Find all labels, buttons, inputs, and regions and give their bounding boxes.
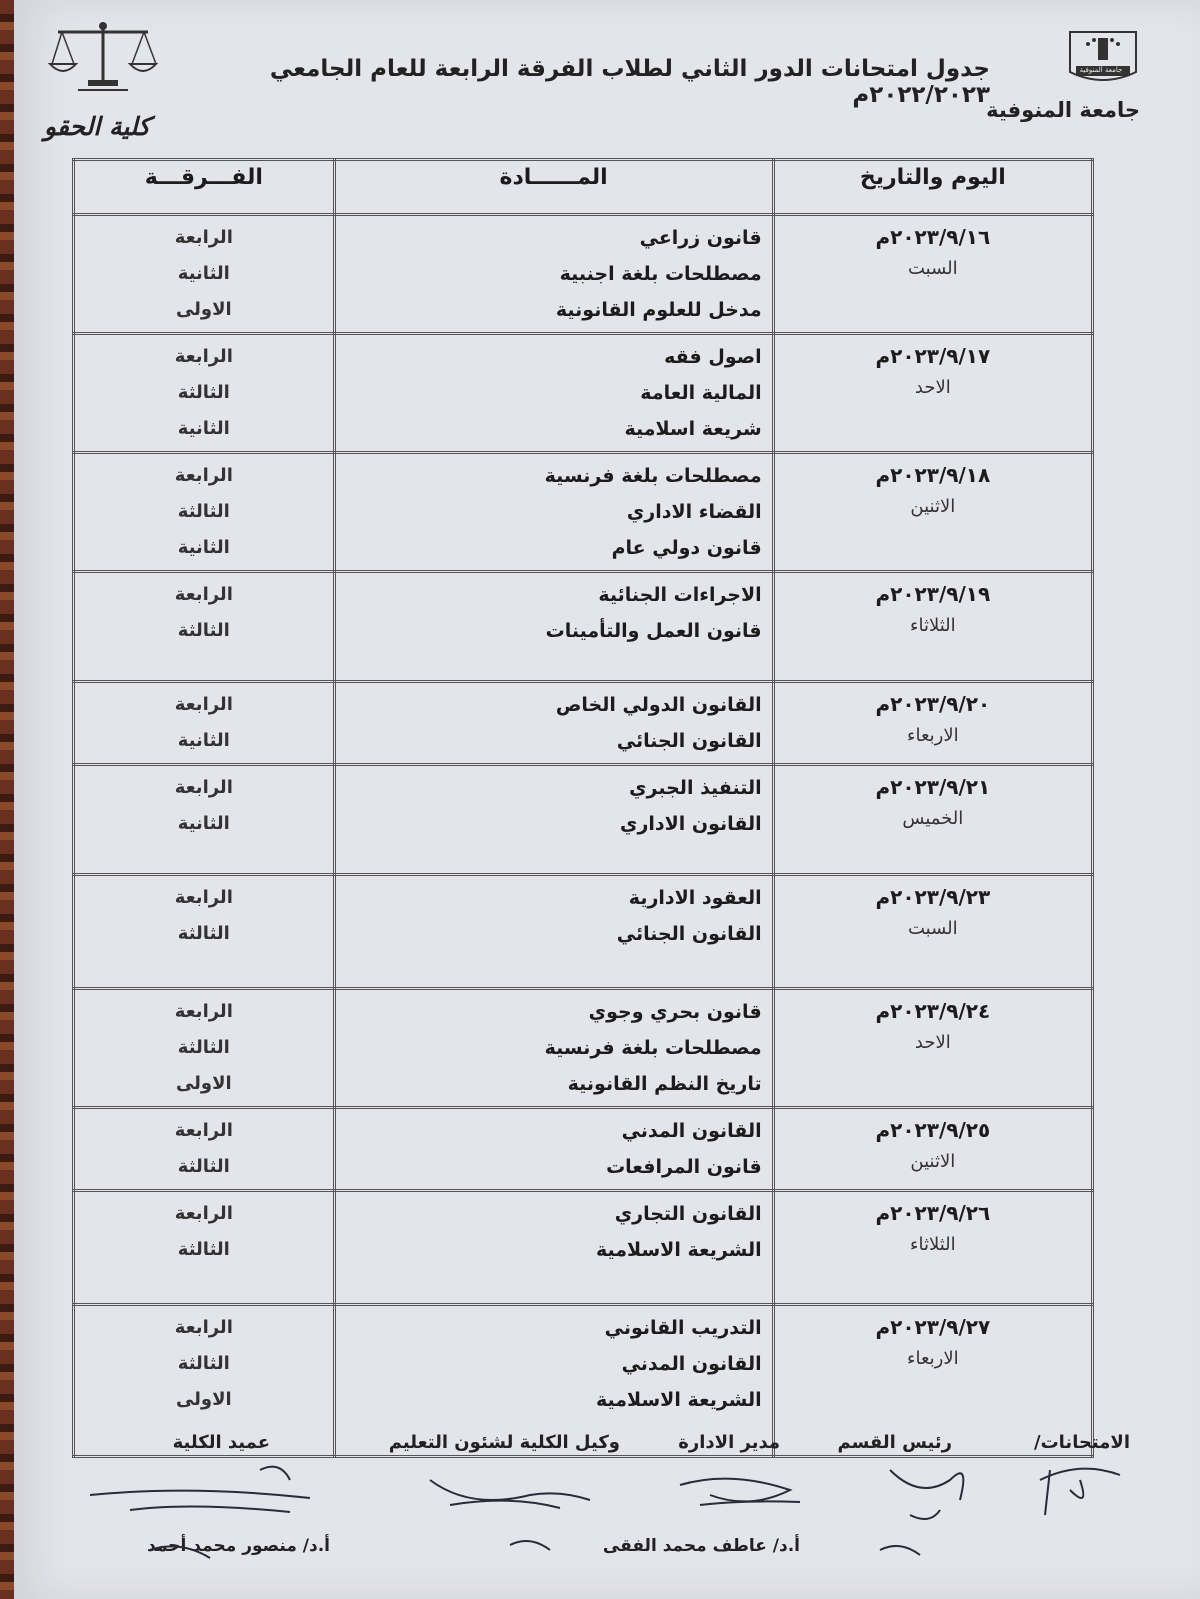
subject-name: شريعة اسلامية [624, 418, 762, 440]
exam-date: ٢٠٢٣/٩/١٩م [875, 582, 991, 606]
exam-date: ٢٠٢٣/٩/١٨م [875, 463, 991, 487]
grades-cell [74, 765, 335, 875]
grade-level: الرابعة [174, 1001, 233, 1022]
subject-name: المالية العامة [640, 382, 762, 404]
grade-level: الثانية [177, 537, 230, 558]
grades-cell [74, 682, 335, 765]
exam-date: ٢٠٢٣/٩/٢١م [875, 775, 991, 799]
subject-name: تاريخ النظم القانونية [567, 1073, 762, 1095]
grade-level: الرابعة [174, 346, 233, 367]
exam-date-cell [773, 215, 1092, 334]
exam-date-cell [773, 1108, 1092, 1191]
exam-day: الثلاثاء [910, 1234, 956, 1255]
subject-name: مصطلحات بلغة اجنبية [559, 263, 762, 285]
grade-level: الرابعة [174, 1120, 233, 1141]
subject-name: مصطلحات بلغة فرنسية [544, 465, 762, 487]
exam-day: الاثنين [910, 1151, 956, 1172]
vice-dean-name: أ.د/ عاطف محمد الفقى [602, 1536, 800, 1556]
grade-level: الثانية [177, 263, 230, 284]
table-row [74, 215, 1093, 334]
subject-name: القضاء الاداري [626, 501, 762, 523]
subject-name: الاجراءات الجنائية [598, 584, 762, 606]
admin-manager-signature-label: مدير الادارة [678, 1432, 780, 1453]
seal-caption: جامعة المنوفية [1079, 66, 1123, 74]
subject-name: القانون الاداري [620, 813, 762, 835]
exam-date-cell [773, 1191, 1092, 1305]
subjects-cell [334, 453, 773, 572]
exam-day: الاربعاء [907, 1348, 959, 1369]
grade-level: الثالثة [177, 923, 230, 944]
grade-level: الاولى [175, 299, 232, 320]
header-date: اليوم والتاريخ [773, 160, 1092, 215]
header-subject: المــــــادة [334, 160, 773, 215]
subject-name: القانون المدني [621, 1353, 762, 1375]
exam-date: ٢٠٢٣/٩/١٧م [875, 344, 991, 368]
university-name: جامعة المنوفية [986, 98, 1140, 122]
grade-level: الرابعة [174, 1317, 233, 1338]
exam-schedule-table [72, 158, 1094, 1458]
exam-day: السبت [907, 258, 958, 279]
subject-name: مصطلحات بلغة فرنسية [544, 1037, 762, 1059]
faculty-name: كلية الحقو [44, 112, 151, 141]
subject-name: القانون الجنائي [616, 730, 762, 752]
exam-date-cell [773, 334, 1092, 453]
table-row [74, 1191, 1093, 1305]
grades-cell [74, 1108, 335, 1191]
grade-level: الرابعة [174, 227, 233, 248]
dept-head-signature-label: رئيس القسم [837, 1432, 952, 1453]
grade-level: الثالثة [177, 1037, 230, 1058]
subjects-cell [334, 989, 773, 1108]
table-row [74, 334, 1093, 453]
grades-cell [74, 453, 335, 572]
subjects-cell [334, 1108, 773, 1191]
subject-name: قانون زراعي [639, 227, 762, 249]
grades-cell [74, 334, 335, 453]
subjects-cell [334, 572, 773, 682]
grade-level: الاولى [175, 1389, 232, 1410]
subject-name: التنفيذ الجبري [629, 777, 762, 799]
exam-date: ٢٠٢٣/٩/٢٥م [875, 1118, 991, 1142]
exam-day: الثلاثاء [910, 615, 956, 636]
subject-name: القانون المدني [621, 1120, 762, 1142]
exam-date-cell [773, 875, 1092, 989]
exam-day: الاحد [914, 1032, 951, 1053]
table-row [74, 1108, 1093, 1191]
subjects-cell [334, 1191, 773, 1305]
subject-name: القانون الجنائي [616, 923, 762, 945]
subject-name: الشريعة الاسلامية [596, 1389, 762, 1411]
subjects-cell [334, 875, 773, 989]
subject-name: العقود الادارية [628, 887, 762, 909]
exam-date-cell [773, 765, 1092, 875]
exam-day: الخميس [902, 808, 964, 829]
grade-level: الثالثة [177, 620, 230, 641]
subject-name: قانون العمل والتأمينات [545, 620, 762, 642]
table-row [74, 682, 1093, 765]
subject-name: القانون الدولي الخاص [555, 694, 762, 716]
exam-date-cell [773, 682, 1092, 765]
exam-date-cell [773, 989, 1092, 1108]
subject-name: قانون المرافعات [606, 1156, 762, 1178]
grade-level: الرابعة [174, 777, 233, 798]
table-header-row [74, 160, 1093, 215]
table-row [74, 875, 1093, 989]
exams-signature-label: الامتحانات/ [1034, 1432, 1130, 1453]
vice-dean-signature-label: وكيل الكلية لشئون التعليم [388, 1432, 620, 1453]
grades-cell [74, 215, 335, 334]
grade-level: الثانية [177, 418, 230, 439]
dean-name: أ.د/ منصور محمد أحمد [147, 1536, 330, 1556]
table-row [74, 765, 1093, 875]
subject-name: قانون بحري وجوي [588, 1001, 762, 1023]
exam-date: ٢٠٢٣/٩/٢٠م [875, 692, 991, 716]
exam-date: ٢٠٢٣/٩/٢٣م [875, 885, 991, 909]
subjects-cell [334, 765, 773, 875]
university-seal-logo [1064, 22, 1142, 88]
grade-level: الرابعة [174, 887, 233, 908]
subject-name: مدخل للعلوم القانونية [555, 299, 762, 321]
subject-name: القانون التجاري [614, 1203, 762, 1225]
grade-level: الرابعة [174, 465, 233, 486]
exam-date: ٢٠٢٣/٩/٢٤م [875, 999, 991, 1023]
exam-day: الاثنين [910, 496, 956, 517]
subject-name: اصول فقه [664, 346, 762, 368]
table-row [74, 572, 1093, 682]
page-title: جدول امتحانات الدور الثاني لطلاب الفرقة الرابعة للعام الجامعي ٢٠٢٢/٢٠٢٣م [269, 56, 990, 108]
exam-day: السبت [907, 918, 958, 939]
grades-cell [74, 875, 335, 989]
table-row [74, 453, 1093, 572]
grades-cell [74, 572, 335, 682]
grade-level: الثالثة [177, 382, 230, 403]
grade-level: الاولى [175, 1073, 232, 1094]
exam-day: الاحد [914, 377, 951, 398]
subjects-cell [334, 334, 773, 453]
header-grade: الفـــرقـــة [74, 160, 335, 215]
grade-level: الرابعة [174, 584, 233, 605]
exam-date-cell [773, 572, 1092, 682]
exam-date-cell [773, 453, 1092, 572]
grade-level: الثالثة [177, 1156, 230, 1177]
dean-signature-label: عميد الكلية [172, 1432, 270, 1453]
grade-level: الثالثة [177, 1239, 230, 1260]
exam-date: ٢٠٢٣/٩/٢٦م [875, 1201, 991, 1225]
exam-date: ٢٠٢٣/٩/٢٧م [875, 1315, 991, 1339]
grade-level: الثانية [177, 730, 230, 751]
exam-day: الاربعاء [907, 725, 959, 746]
grade-level: الثانية [177, 813, 230, 834]
grades-cell [74, 1191, 335, 1305]
grade-level: الرابعة [174, 694, 233, 715]
grade-level: الثالثة [177, 1353, 230, 1374]
subjects-cell [334, 682, 773, 765]
subjects-cell [334, 215, 773, 334]
subject-name: التدريب القانوني [604, 1317, 762, 1339]
exam-date: ٢٠٢٣/٩/١٦م [875, 225, 991, 249]
handwritten-signatures [90, 1440, 1150, 1590]
table-row [74, 989, 1093, 1108]
grade-level: الثالثة [177, 501, 230, 522]
subject-name: الشريعة الاسلامية [596, 1239, 762, 1261]
grades-cell [74, 989, 335, 1108]
grade-level: الرابعة [174, 1203, 233, 1224]
scales-of-justice-logo [48, 18, 158, 98]
subject-name: قانون دولي عام [611, 537, 762, 559]
